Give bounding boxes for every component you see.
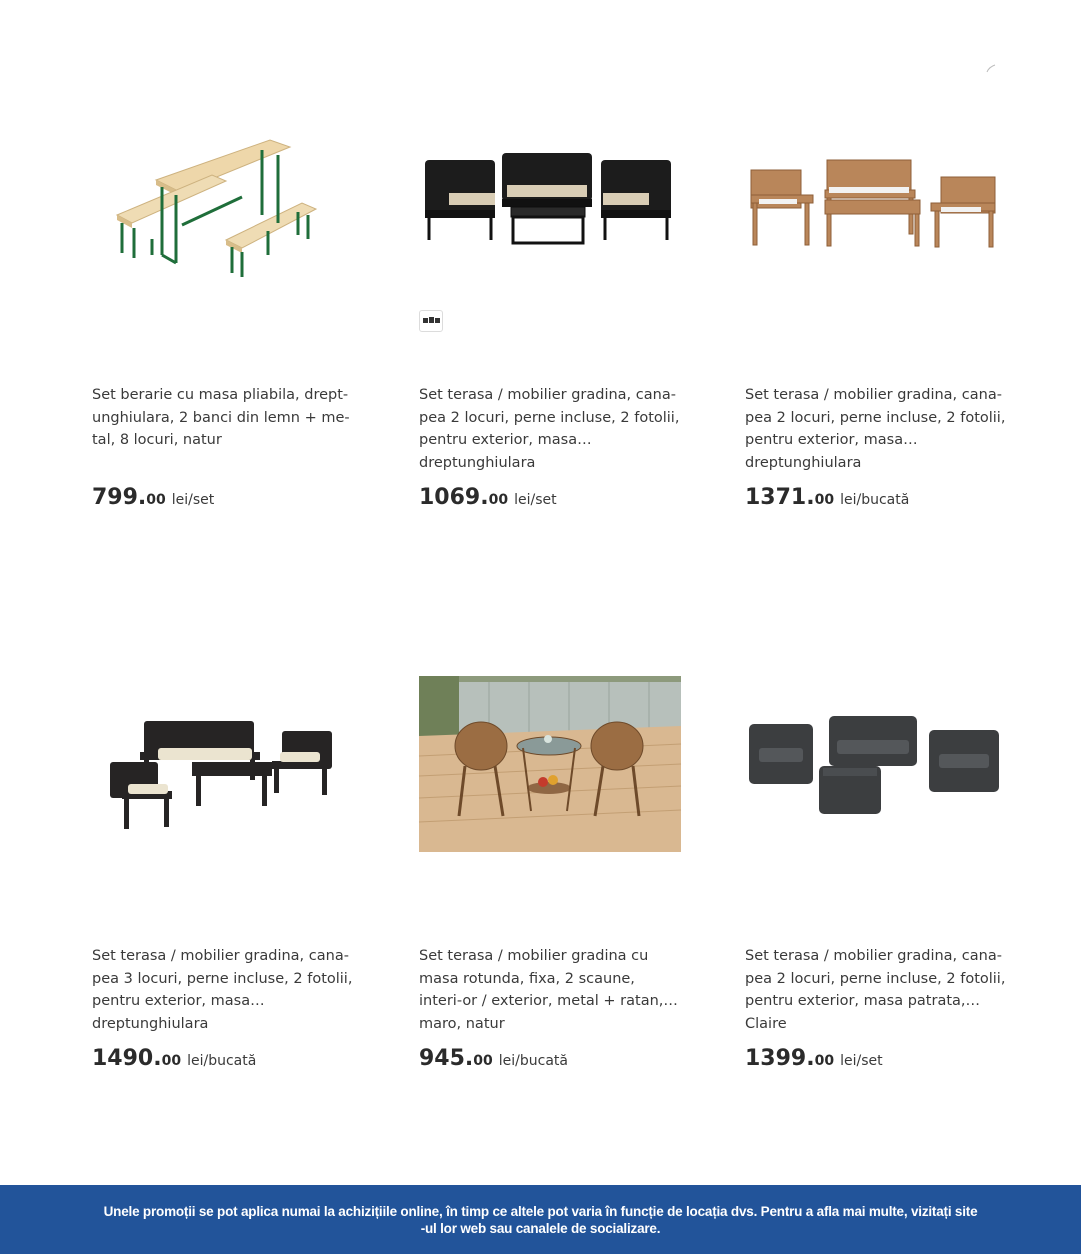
- product-price: [745, 485, 909, 510]
- corner-mark-icon: [986, 64, 996, 74]
- product-title[interactable]: Set terasa / mobilier gradina, cana-pea 2 locuri, perne incluse, 2 fotolii, pentru exterior, masa dreptunghiulara: [745, 387, 1006, 471]
- price-decimals: 00: [473, 1053, 493, 1069]
- wooden-set-icon[interactable]: [745, 115, 1007, 315]
- graphite-set-icon[interactable]: [745, 676, 1007, 876]
- product-price: [419, 1046, 568, 1071]
- product-price: [92, 1046, 256, 1071]
- price-decimals: 00: [146, 492, 166, 508]
- price-decimals: 00: [488, 492, 509, 508]
- price-integer: 945.: [419, 1046, 474, 1071]
- black-rattan-set-icon[interactable]: [419, 115, 681, 315]
- footer-text: Unele promoții se pot aplica numai la achizițiile online, în timp ce altele pot varia în funcție de locația dvs. Pentru a afla mai multe, vizitați site -ul lor web sau canalele de socializare.: [103, 1203, 978, 1236]
- product-title[interactable]: Set terasa / mobilier gradina, cana-pea 2 locuri, perne incluse, 2 fotolii, pentru exterior, masa patrata, Claire: [745, 948, 1006, 1032]
- price-decimals: 00: [814, 492, 835, 508]
- product-price: [745, 1046, 883, 1071]
- price-integer: 1069.: [419, 485, 489, 510]
- bistro-rattan-set-photo[interactable]: [419, 676, 681, 876]
- price-decimals: 00: [161, 1053, 182, 1069]
- price-unit: lei/bucată: [187, 1053, 257, 1069]
- price-integer: 799.: [92, 485, 147, 510]
- price-unit: lei/set: [171, 492, 215, 508]
- price-decimals: 00: [814, 1053, 835, 1069]
- product-price: [92, 485, 214, 510]
- price-unit: lei/set: [514, 492, 557, 508]
- price-unit: lei/set: [840, 1053, 883, 1069]
- product-title[interactable]: Set terasa / mobilier gradina, cana-pea 3 locuri, perne incluse, 2 fotolii, pentru exterior, masa dreptunghiulara: [92, 948, 353, 1032]
- product-price: [419, 485, 557, 510]
- dark-plastic-set-icon[interactable]: [92, 676, 354, 876]
- thumbnail-icon[interactable]: [419, 310, 443, 332]
- price-unit: lei/bucată: [498, 1053, 568, 1069]
- beer-garden-set-icon[interactable]: [92, 115, 354, 315]
- footer-disclaimer: [0, 1185, 1081, 1254]
- product-title[interactable]: Set terasa / mobilier gradina, cana-pea 2 locuri, perne incluse, 2 fotolii, pentru exterior, masa dreptunghiulara: [419, 387, 680, 471]
- product-title[interactable]: Set berarie cu masa pliabila, drept-unghiulara, 2 banci din lemn + me-tal, 8 locuri, natur: [92, 387, 350, 448]
- price-integer: 1490.: [92, 1046, 162, 1071]
- price-integer: 1371.: [745, 485, 815, 510]
- product-title[interactable]: Set terasa / mobilier gradina cu masa rotunda, fixa, 2 scaune, interi-or / exterior, metal + ratan, maro, natur: [419, 948, 664, 1032]
- price-integer: 1399.: [745, 1046, 815, 1071]
- price-unit: lei/bucată: [840, 492, 910, 508]
